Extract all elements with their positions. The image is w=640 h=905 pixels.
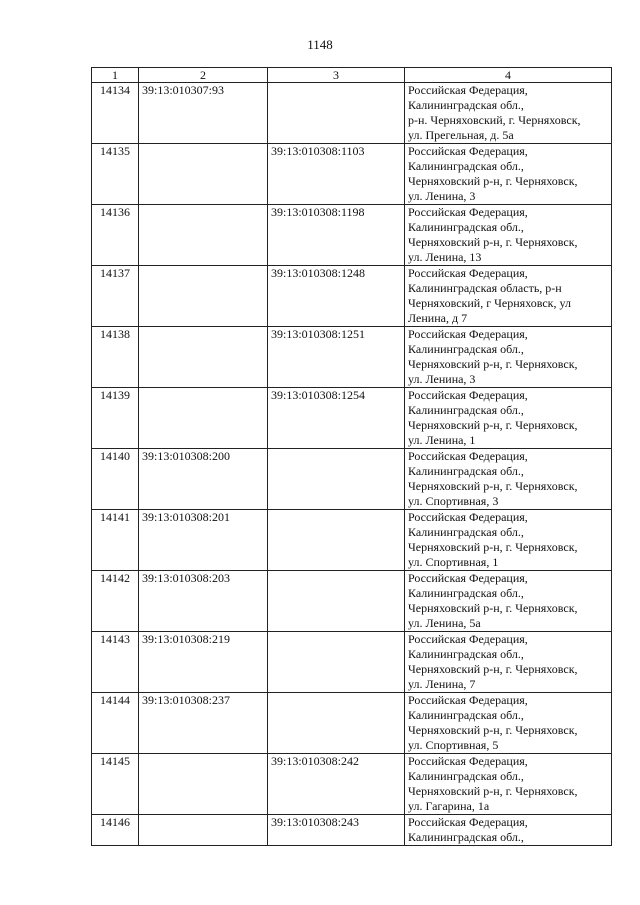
address-line: Калининградская обл., bbox=[408, 403, 524, 417]
cadastral-number-alt-cell: 39:13:010308:242 bbox=[268, 754, 405, 815]
address-line: ул. Ленина, 3 bbox=[408, 372, 476, 386]
table-row bbox=[92, 571, 612, 632]
address-line: Российская Федерация, bbox=[408, 266, 528, 280]
address-line: ул. Ленина, 3 bbox=[408, 189, 476, 203]
address-line: Калининградская обл., bbox=[408, 98, 524, 112]
address-line: Калининградская обл., bbox=[408, 525, 524, 539]
cadastral-number-alt-cell: 39:13:010308:1254 bbox=[268, 388, 405, 449]
address-line: Калининградская обл., bbox=[408, 220, 524, 234]
address-line: Российская Федерация, bbox=[408, 144, 528, 158]
table-row bbox=[92, 327, 612, 388]
table-row bbox=[92, 144, 612, 205]
address-cell bbox=[405, 571, 612, 632]
address-line: р-н. Черняховский, г. Черняховск, bbox=[408, 113, 581, 127]
cadastral-number-cell: 39:13:010308:201 bbox=[139, 510, 268, 571]
address-line: ул. Гагарина, 1а bbox=[408, 799, 490, 813]
table-row bbox=[92, 83, 612, 144]
table-row bbox=[92, 449, 612, 510]
cadastral-number-alt-cell bbox=[268, 632, 405, 693]
address-line: Российская Федерация, bbox=[408, 205, 528, 219]
address-cell bbox=[405, 388, 612, 449]
address-line: Черняховский р-н, г. Черняховск, bbox=[408, 479, 578, 493]
row-number-cell: 14142 bbox=[92, 571, 139, 632]
row-number-cell: 14135 bbox=[92, 144, 139, 205]
column-number-2: 2 bbox=[139, 68, 268, 83]
address-line: Российская Федерация, bbox=[408, 388, 528, 402]
row-number-cell: 14145 bbox=[92, 754, 139, 815]
address-line: Черняховский р-н, г. Черняховск, bbox=[408, 174, 578, 188]
table-row bbox=[92, 388, 612, 449]
row-number-cell: 14137 bbox=[92, 266, 139, 327]
column-number-row bbox=[92, 68, 612, 83]
address-line: Российская Федерация, bbox=[408, 754, 528, 768]
row-number-cell: 14139 bbox=[92, 388, 139, 449]
address-cell bbox=[405, 632, 612, 693]
address-line: Калининградская обл., bbox=[408, 464, 524, 478]
row-number-cell: 14141 bbox=[92, 510, 139, 571]
cadastral-number-alt-cell: 39:13:010308:1103 bbox=[268, 144, 405, 205]
address-line: Черняховский, г Черняховск, ул bbox=[408, 296, 571, 310]
cadastral-number-cell: 39:13:010308:203 bbox=[139, 571, 268, 632]
row-number-cell: 14136 bbox=[92, 205, 139, 266]
table-row bbox=[92, 754, 612, 815]
registry-table-body bbox=[92, 68, 612, 846]
cadastral-number-alt-cell: 39:13:010308:1198 bbox=[268, 205, 405, 266]
cadastral-number-alt-cell: 39:13:010308:1251 bbox=[268, 327, 405, 388]
address-line: ул. Спортивная, 5 bbox=[408, 738, 499, 752]
cadastral-number-cell bbox=[139, 205, 268, 266]
cadastral-number-cell bbox=[139, 327, 268, 388]
cadastral-number-alt-cell bbox=[268, 83, 405, 144]
table-row bbox=[92, 815, 612, 846]
row-number-cell: 14144 bbox=[92, 693, 139, 754]
address-line: Российская Федерация, bbox=[408, 632, 528, 646]
table-row bbox=[92, 693, 612, 754]
address-line: Калининградская обл., bbox=[408, 647, 524, 661]
address-cell bbox=[405, 205, 612, 266]
address-line: ул. Ленина, 1 bbox=[408, 433, 476, 447]
cadastral-number-cell: 39:13:010308:200 bbox=[139, 449, 268, 510]
address-line: ул. Прегельная, д. 5а bbox=[408, 128, 514, 142]
address-line: Российская Федерация, bbox=[408, 815, 528, 829]
address-line: Российская Федерация, bbox=[408, 83, 528, 97]
address-cell bbox=[405, 266, 612, 327]
address-cell bbox=[405, 83, 612, 144]
cadastral-number-cell: 39:13:010307:93 bbox=[139, 83, 268, 144]
address-line: Ленина, д 7 bbox=[408, 311, 468, 325]
row-number-cell: 14140 bbox=[92, 449, 139, 510]
address-line: Черняховский р-н, г. Черняховск, bbox=[408, 357, 578, 371]
registry-table bbox=[91, 67, 612, 846]
cadastral-number-cell bbox=[139, 144, 268, 205]
column-number-3: 3 bbox=[268, 68, 405, 83]
address-line: ул. Спортивная, 1 bbox=[408, 555, 499, 569]
address-line: Калининградская область, р-н bbox=[408, 281, 562, 295]
address-line: Калининградская обл., bbox=[408, 708, 524, 722]
address-line: Калининградская обл., bbox=[408, 159, 524, 173]
row-number-cell: 14138 bbox=[92, 327, 139, 388]
table-row bbox=[92, 205, 612, 266]
cadastral-number-cell bbox=[139, 815, 268, 846]
cadastral-number-cell bbox=[139, 754, 268, 815]
address-line: Черняховский р-н, г. Черняховск, bbox=[408, 662, 578, 676]
address-cell bbox=[405, 754, 612, 815]
cadastral-number-alt-cell bbox=[268, 571, 405, 632]
address-line: Калининградская обл., bbox=[408, 586, 524, 600]
row-number-cell: 14143 bbox=[92, 632, 139, 693]
address-line: ул. Ленина, 13 bbox=[408, 250, 482, 264]
table-row bbox=[92, 510, 612, 571]
address-line: Российская Федерация, bbox=[408, 327, 528, 341]
address-line: Черняховский р-н, г. Черняховск, bbox=[408, 540, 578, 554]
address-line: Калининградская обл., bbox=[408, 342, 524, 356]
address-cell bbox=[405, 449, 612, 510]
address-line: Черняховский р-н, г. Черняховск, bbox=[408, 601, 578, 615]
cadastral-number-alt-cell bbox=[268, 693, 405, 754]
address-cell bbox=[405, 144, 612, 205]
column-number-4: 4 bbox=[405, 68, 612, 83]
cadastral-number-alt-cell bbox=[268, 449, 405, 510]
cadastral-number-cell bbox=[139, 266, 268, 327]
cadastral-number-alt-cell bbox=[268, 510, 405, 571]
address-cell bbox=[405, 327, 612, 388]
address-cell bbox=[405, 510, 612, 571]
row-number-cell: 14134 bbox=[92, 83, 139, 144]
page-number: 1148 bbox=[307, 37, 333, 52]
address-line: Черняховский р-н, г. Черняховск, bbox=[408, 235, 578, 249]
address-line: ул. Ленина, 5а bbox=[408, 616, 481, 630]
cadastral-number-cell bbox=[139, 388, 268, 449]
column-number-1: 1 bbox=[92, 68, 139, 83]
cadastral-number-alt-cell: 39:13:010308:1248 bbox=[268, 266, 405, 327]
address-line: Российская Федерация, bbox=[408, 693, 528, 707]
table-row bbox=[92, 632, 612, 693]
address-line: Российская Федерация, bbox=[408, 449, 528, 463]
address-cell bbox=[405, 693, 612, 754]
address-line: Калининградская обл., bbox=[408, 769, 524, 783]
address-line: Российская Федерация, bbox=[408, 571, 528, 585]
address-line: Калининградская обл., bbox=[408, 830, 524, 844]
row-number-cell: 14146 bbox=[92, 815, 139, 846]
cadastral-number-cell: 39:13:010308:237 bbox=[139, 693, 268, 754]
address-line: Черняховский р-н, г. Черняховск, bbox=[408, 723, 578, 737]
address-line: Черняховский р-н, г. Черняховск, bbox=[408, 784, 578, 798]
address-line: Российская Федерация, bbox=[408, 510, 528, 524]
cadastral-number-alt-cell: 39:13:010308:243 bbox=[268, 815, 405, 846]
address-cell bbox=[405, 815, 612, 846]
address-line: ул. Ленина, 7 bbox=[408, 677, 476, 691]
cadastral-number-cell: 39:13:010308:219 bbox=[139, 632, 268, 693]
address-line: ул. Спортивная, 3 bbox=[408, 494, 499, 508]
table-row bbox=[92, 266, 612, 327]
address-line: Черняховский р-н, г. Черняховск, bbox=[408, 418, 578, 432]
